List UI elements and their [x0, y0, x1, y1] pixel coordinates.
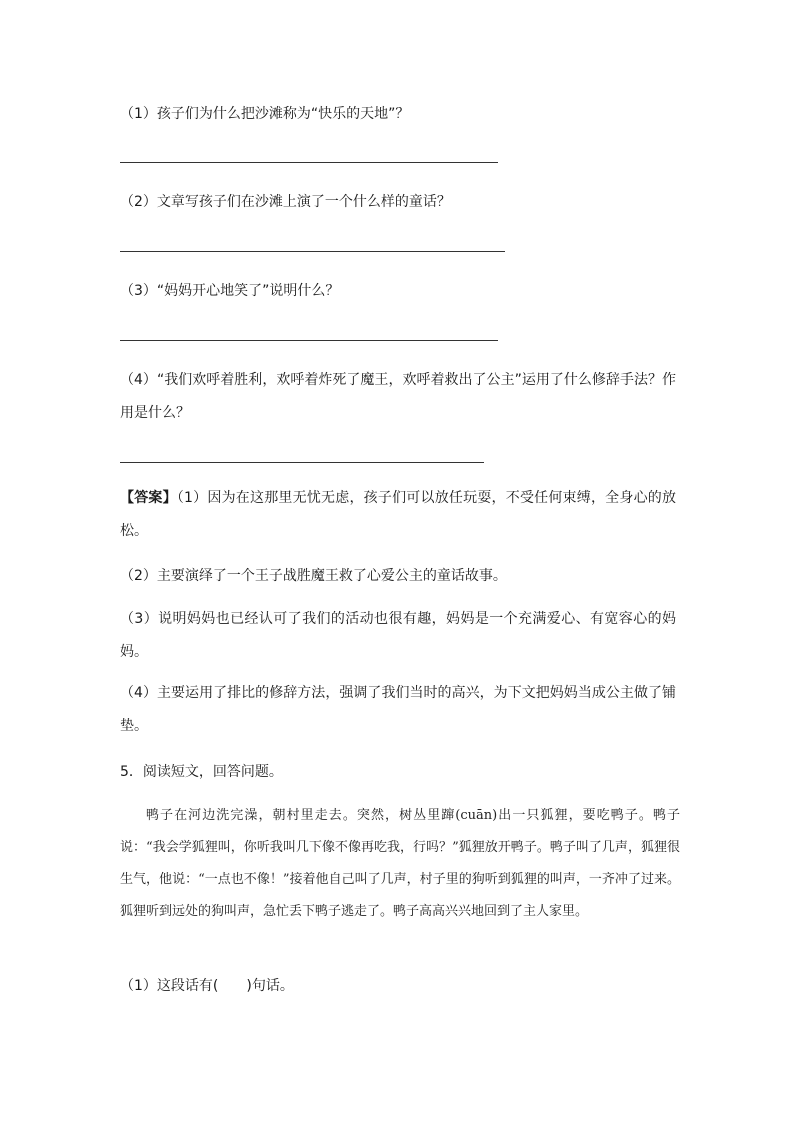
- section-5-heading: 5．阅读短文，回答问题。: [120, 764, 283, 780]
- answer-blank-4[interactable]: [120, 462, 484, 463]
- question-2: （2）文章写孩子们在沙滩上演了一个什么样的童话？: [120, 194, 451, 210]
- section-5-question-1: （1）这段话有( )句话。: [120, 978, 294, 994]
- answer-2: （2）主要演绎了一个王子战胜魔王救了心爱公主的童话故事。: [120, 568, 507, 584]
- answer-blank-2[interactable]: [120, 251, 505, 252]
- answer-1: [120, 482, 676, 548]
- answer-4: （4）主要运用了排比的修辞方法，强调了我们当时的高兴，为下文把妈妈当成公主做了铺垫。: [120, 685, 676, 734]
- answer-label: 【答案】: [120, 490, 177, 506]
- question-1: （1）孩子们为什么把沙滩称为“快乐的天地”？: [120, 106, 410, 122]
- answer-3: （3）说明妈妈也已经认可了我们的活动也很有趣，妈妈是一个充满爱心、有宽容心的妈妈。: [120, 611, 676, 660]
- answer-blank-3[interactable]: [120, 340, 498, 341]
- question-3: （3）“妈妈开心地笑了”说明什么？: [120, 283, 340, 299]
- answer-blank-1[interactable]: [120, 162, 498, 163]
- reading-passage: 鸭子在河边洗完澡，朝村里走去。突然，树丛里蹿(cuān)出一只狐狸，要吃鸭子。鸭子说：“我会学狐狸叫，你听我叫几下像不像再吃我，行吗？”狐狸放开鸭子。鸭子叫了几声，狐狸很生气，他说：“一点也不像！”接着他自己叫了几声，村子里的狗听到狐狸的叫声，一齐冲了过来。狐狸听到远处的狗叫声，急忙丢下鸭子逃走了。鸭子高高兴兴地回到了主人家里。: [120, 808, 680, 919]
- question-4: （4）“我们欢呼着胜利，欢呼着炸死了魔王，欢呼着救出了公主”运用了什么修辞手法？作用是什么？: [120, 372, 676, 421]
- answer-1-text: （1）因为在这那里无忧无虑，孩子们可以放任玩耍，不受任何束缚，全身心的放松。: [120, 490, 677, 539]
